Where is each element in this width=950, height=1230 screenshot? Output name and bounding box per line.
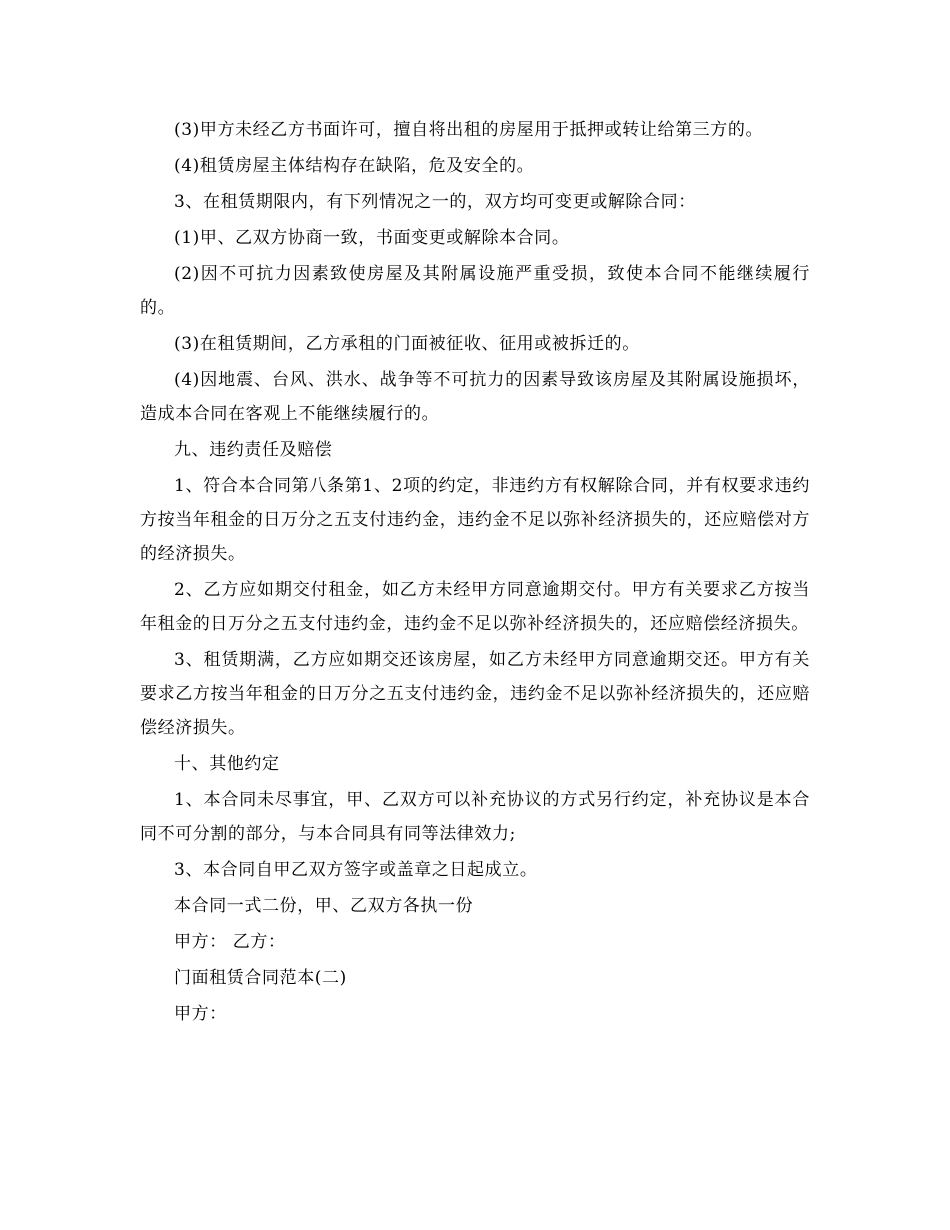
paragraph: 2、乙方应如期交付租金，如乙方未经甲方同意逾期交付。甲方有关要求乙方按当年租金的日万分之五支付违约金，违约金不足以弥补经济损失的，还应赔偿经济损失。 [140,580,810,634]
paragraph: 3、本合同自甲乙双方签字或盖章之日起成立。 [174,860,538,880]
paragraph: (3)在租赁期间，乙方承租的门面被征收、征用或被拆迁的。 [174,334,640,354]
paragraph: (4)因地震、台风、洪水、战争等不可抗力的因素导致该房屋及其附属设施损坏，造成本合同在客观上不能继续履行的。 [140,370,810,424]
document-body [140,113,810,1033]
party-label: 甲方： [174,1004,227,1024]
paragraph: 本合同一式二份，甲、乙双方各执一份 [174,896,474,916]
paragraph: 3、在租赁期限内，有下列情况之一的，双方均可变更或解除合同： [174,192,696,212]
paragraph: 1、本合同未尽事宜，甲、乙双方可以补充协议的方式另行约定，补充协议是本合同不可分割的部分，与本合同具有同等法律效力; [140,790,810,844]
paragraph: (4)租赁房屋主体结构存在缺陷，危及安全的。 [174,156,535,176]
section-heading: 九、违约责任及赔偿 [174,440,333,460]
paragraph: 3、租赁期满，乙方应如期交还该房屋，如乙方未经甲方同意逾期交还。甲方有关要求乙方按当年租金的日万分之五支付违约金，违约金不足以弥补经济损失的，还应赔偿经济损失。 [140,650,810,738]
signature-line: 甲方： 乙方： [174,932,286,952]
paragraph: (2)因不可抗力因素致使房屋及其附属设施严重受损，致使本合同不能继续履行的。 [140,264,810,318]
document-title: 门面租赁合同范本(二) [174,968,347,988]
paragraph: (3)甲方未经乙方书面许可，擅自将出租的房屋用于抵押或转让给第三方的。 [174,120,764,140]
section-heading: 十、其他约定 [174,754,280,774]
paragraph: (1)甲、乙双方协商一致，书面变更或解除本合同。 [174,228,570,248]
paragraph: 1、符合本合同第八条第1、2项的约定，非违约方有权解除合同，并有权要求违约方按当年租金的日万分之五支付违约金，违约金不足以弥补经济损失的，还应赔偿对方的经济损失。 [140,476,810,564]
